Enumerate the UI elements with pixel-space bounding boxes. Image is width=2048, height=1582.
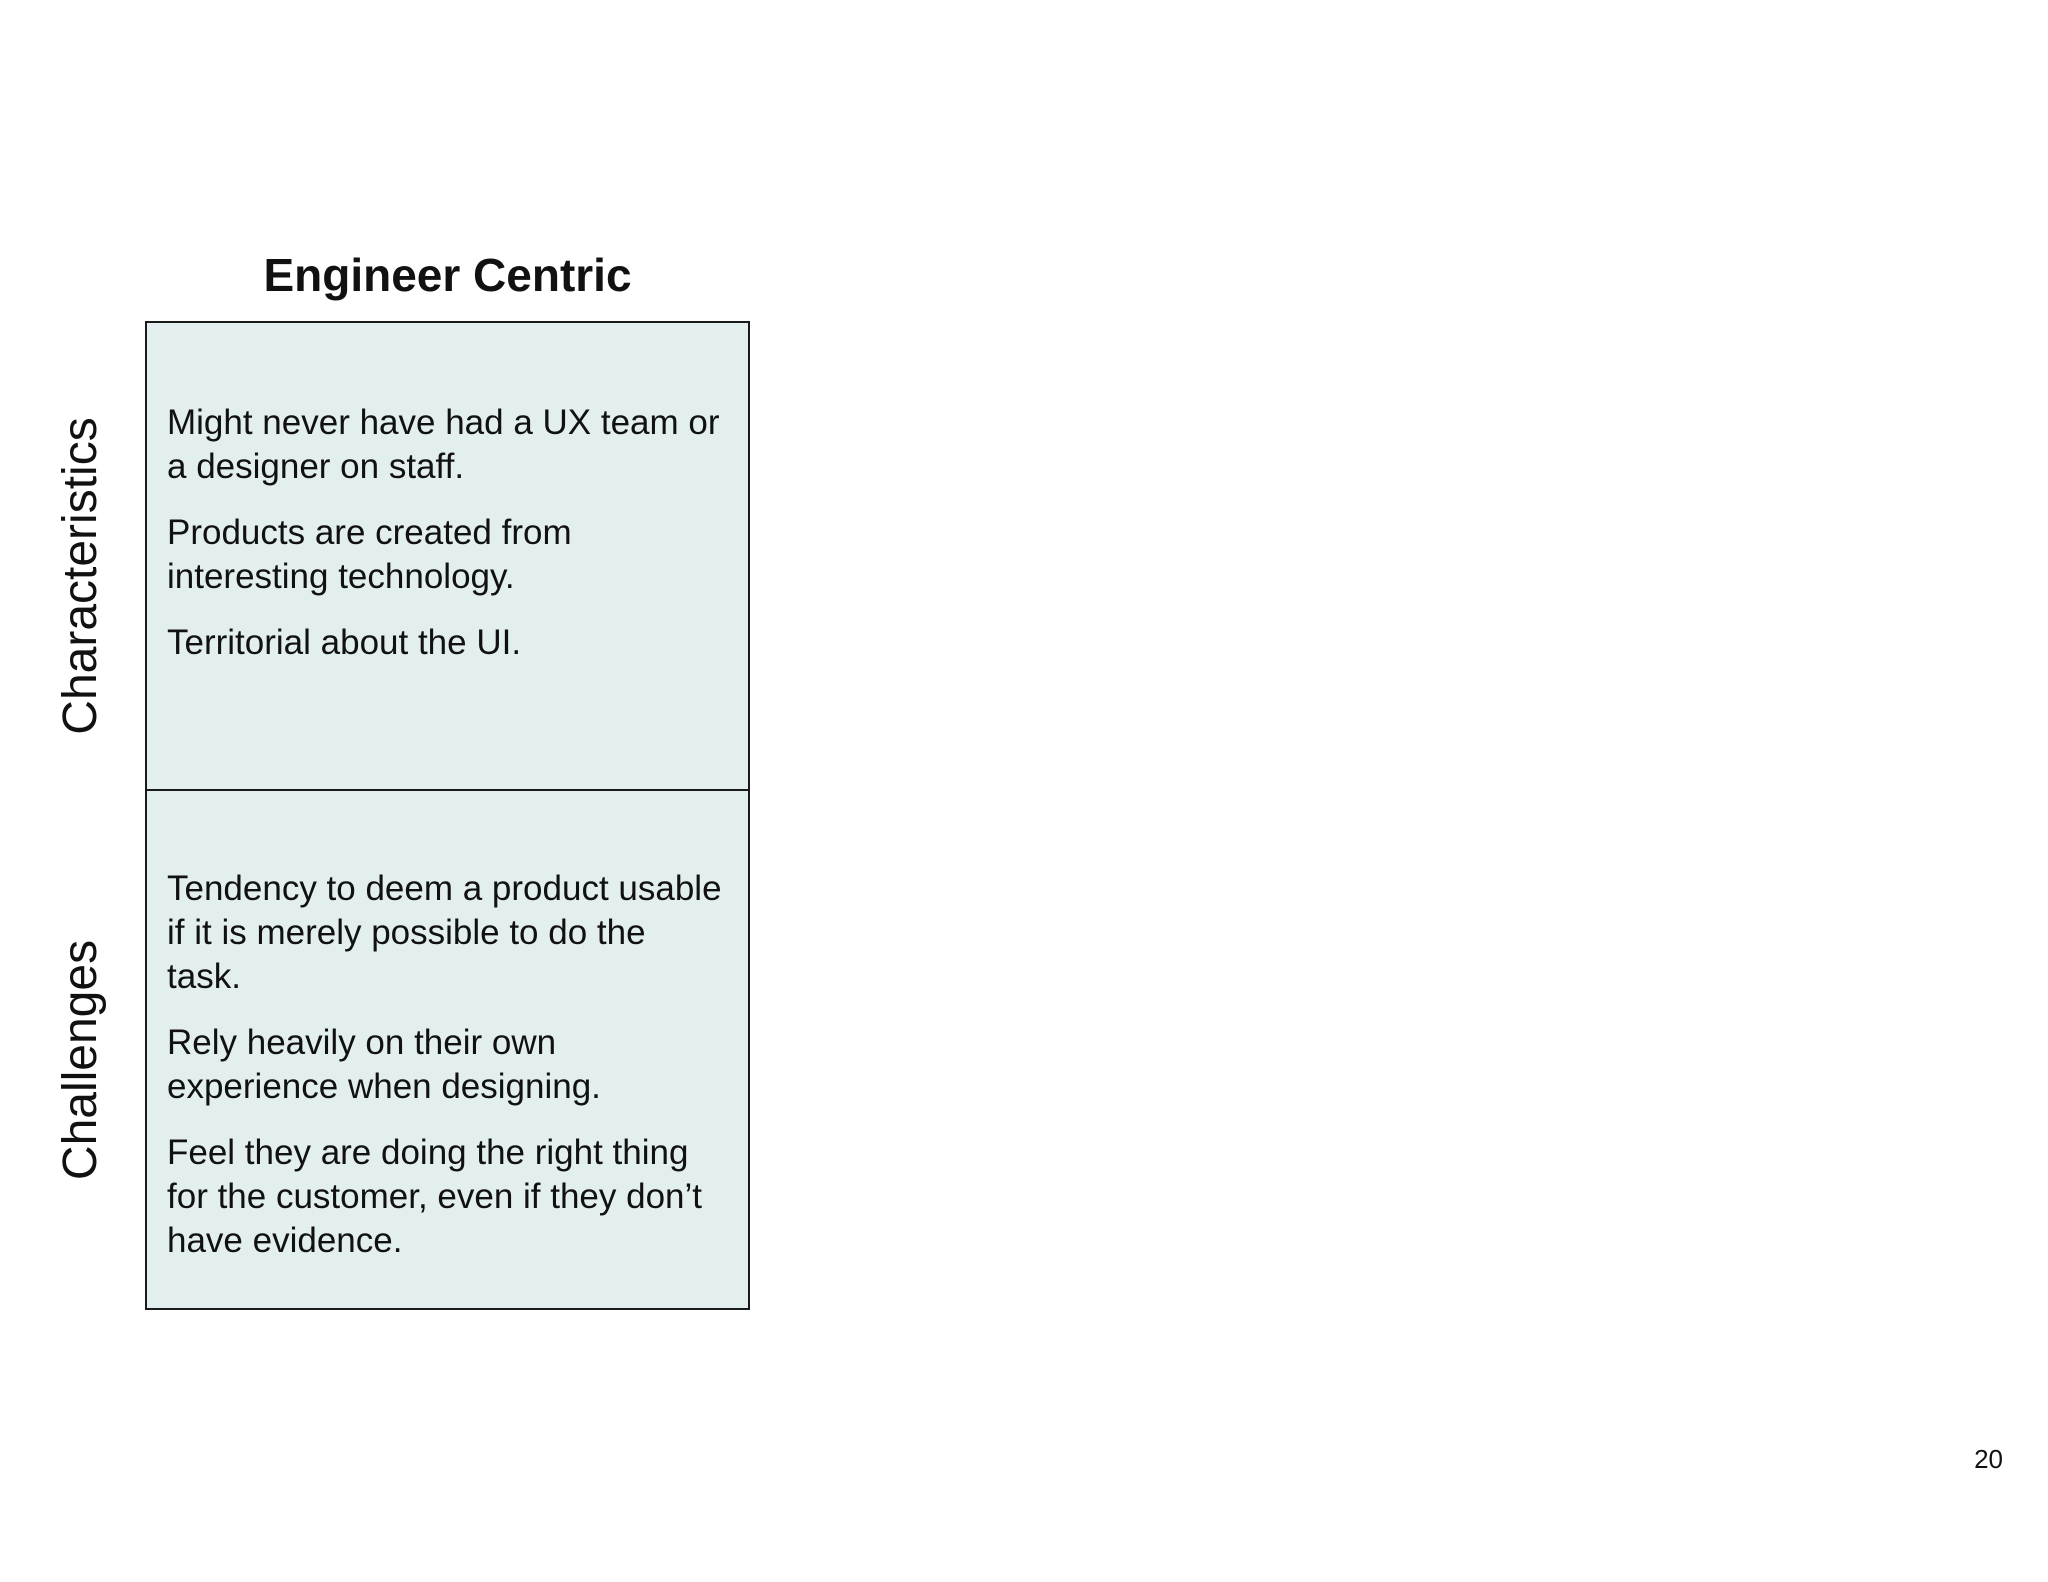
page-number: 20 bbox=[1974, 1444, 2003, 1474]
characteristics-item: Territorial about the UI. bbox=[167, 623, 522, 662]
column-title: Engineer Centric bbox=[263, 249, 632, 301]
characteristics-item: Products are created from interesting technology. bbox=[167, 513, 572, 596]
challenges-cell bbox=[145, 789, 750, 1310]
challenges-item: Tendency to deem a product usable if it is merely possible to do the task. bbox=[167, 869, 722, 996]
row-label-characteristics: Characteristics bbox=[54, 417, 107, 735]
characteristics-cell bbox=[145, 321, 750, 791]
row-label-challenges: Challenges bbox=[54, 939, 107, 1181]
characteristics-item: Might never have had a UX team or a designer on staff. bbox=[167, 403, 720, 486]
challenges-item: Rely heavily on their own experience when designing. bbox=[167, 1023, 601, 1106]
challenges-item: Feel they are doing the right thing for the customer, even if they don’t have evidence. bbox=[167, 1133, 703, 1260]
